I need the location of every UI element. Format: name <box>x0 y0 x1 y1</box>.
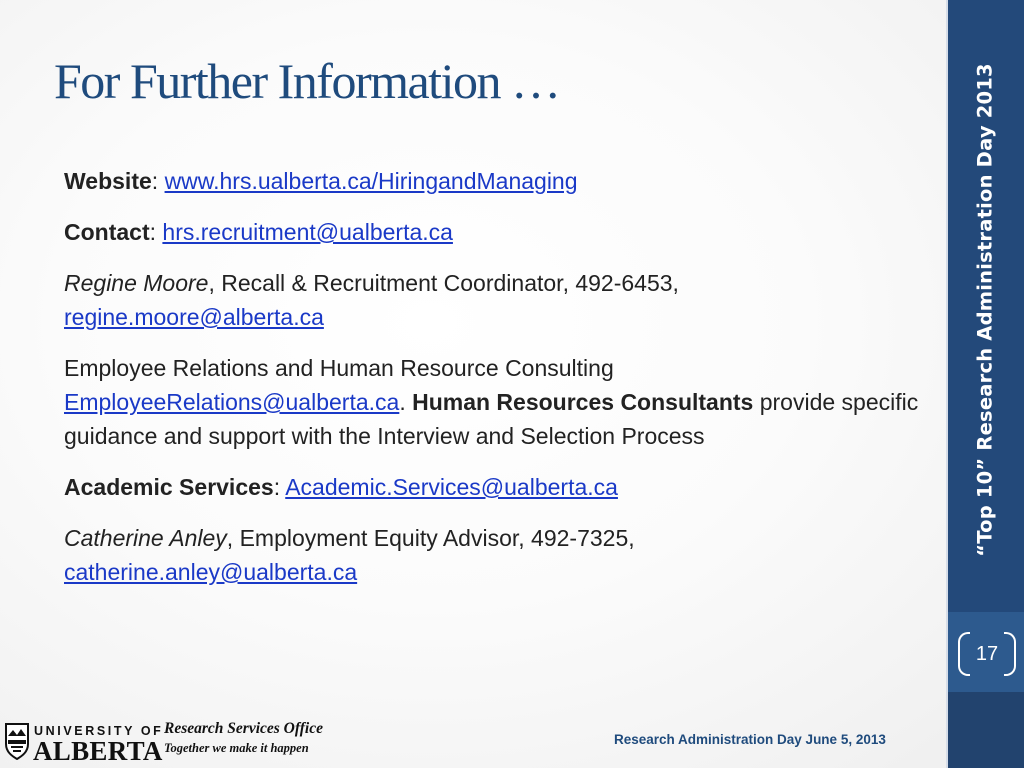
academic-label: Academic Services <box>64 474 274 500</box>
university-logo <box>0 718 164 768</box>
logo-university-of: UNIVERSITY OF <box>34 724 164 738</box>
academic-line: Academic Services: Academic.Services@ualberta.ca <box>64 474 618 500</box>
regine-line: Regine Moore, Recall & Recruitment Coordinator, 492-6453, regine.moore@alberta.ca <box>64 270 679 330</box>
footer-office <box>164 719 323 757</box>
catherine-line: Catherine Anley, Employment Equity Advisor, 492-7325, catherine.anley@ualberta.ca <box>64 525 635 585</box>
regine-email-link[interactable]: regine.moore@alberta.ca <box>64 304 324 330</box>
page-number-value: 17 <box>975 643 999 665</box>
regine-name: Regine Moore <box>64 270 209 296</box>
contact-line: Contact: hrs.recruitment@ualberta.ca <box>64 219 453 245</box>
employee-relations-line: Employee Relations and Human Resource Consulting EmployeeRelations@ualberta.ca. Human Resources Consultants provide specific guidance and support with the Interview and Selection Process <box>64 355 919 449</box>
info-content <box>64 164 934 606</box>
office-name: Research Services Office <box>164 720 323 737</box>
logo-alberta: ALBERTA <box>33 736 163 766</box>
catherine-name: Catherine Anley <box>64 525 227 551</box>
hr-consultants-label: Human Resources Consultants <box>412 389 754 415</box>
slide-title: For Further Information … <box>54 53 560 109</box>
catherine-email-link[interactable]: catherine.anley@ualberta.ca <box>64 559 358 585</box>
employee-relations-email-link[interactable]: EmployeeRelations@ualberta.ca <box>64 389 400 415</box>
contact-email-link[interactable]: hrs.recruitment@ualberta.ca <box>162 219 453 245</box>
footer-event: Research Administration Day June 5, 2013 <box>614 732 886 747</box>
contact-label: Contact <box>64 219 150 245</box>
right-bracket-icon <box>1004 632 1016 676</box>
academic-email-link[interactable]: Academic.Services@ualberta.ca <box>285 474 618 500</box>
sidebar-bottom-band <box>948 692 1024 768</box>
website-label: Website <box>64 168 152 194</box>
left-bracket-icon <box>958 632 970 676</box>
office-tagline: Together we make it happen <box>164 741 309 755</box>
website-link[interactable]: www.hrs.ualberta.ca/HiringandManaging <box>164 168 578 194</box>
crest-icon <box>4 722 30 760</box>
page-number <box>956 630 1018 678</box>
website-line: Website: www.hrs.ualberta.ca/HiringandManaging <box>64 168 578 194</box>
sidebar-vertical-title: “Top 10” Research Administration Day 2013 <box>973 63 997 557</box>
